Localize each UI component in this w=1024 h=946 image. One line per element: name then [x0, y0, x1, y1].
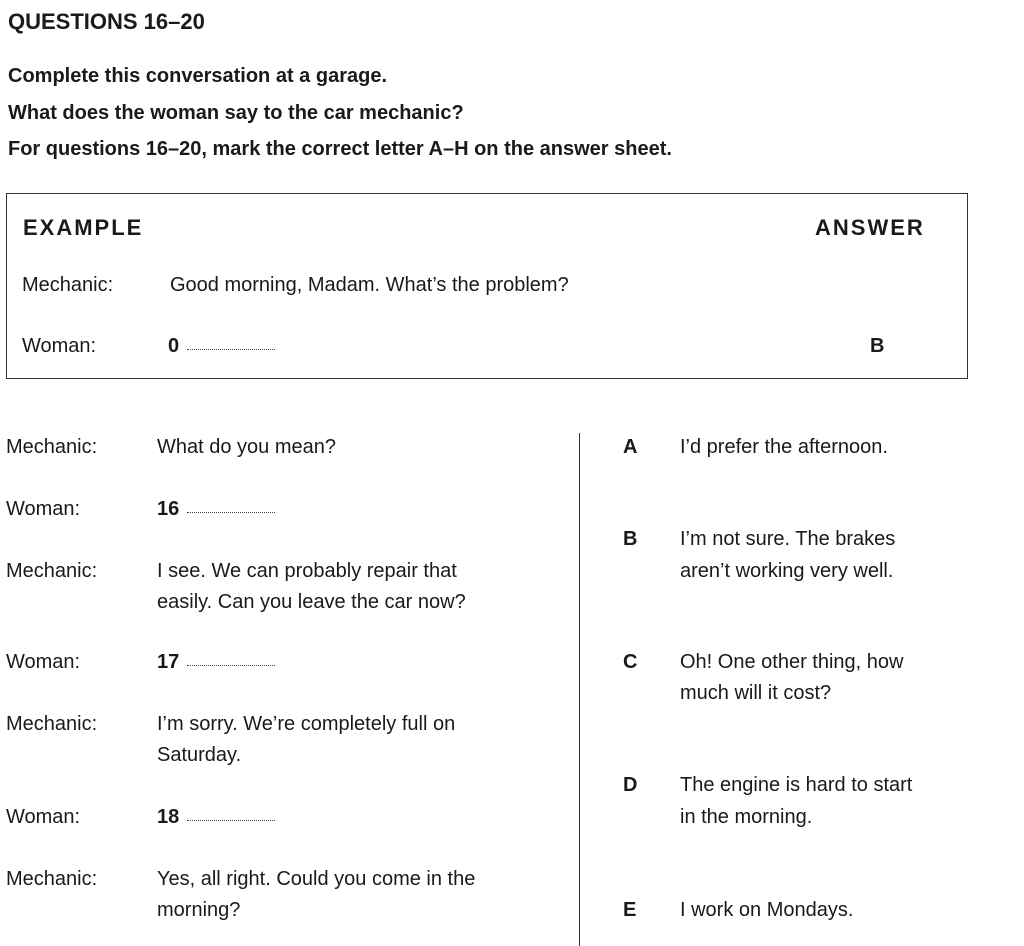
instruction-line-1: Complete this conversation at a garage.	[8, 65, 387, 87]
dialogue-line-3b: easily. Can you leave the car now?	[157, 591, 466, 613]
dialogue-line-7b: morning?	[157, 899, 241, 921]
option-a-line-1: I’d prefer the afternoon.	[680, 436, 888, 458]
dialogue-line-1: What do you mean?	[157, 436, 336, 458]
question-17-blank	[157, 651, 275, 674]
dialogue-speaker-1: Mechanic:	[6, 436, 98, 458]
option-b-line-1: I’m not sure. The brakes	[680, 528, 896, 550]
answer-dots	[187, 665, 275, 666]
option-letter-c: C	[623, 651, 638, 673]
question-number-16: 16	[157, 498, 180, 520]
example-number: 0	[168, 335, 180, 357]
dialogue-line-3a: I see. We can probably repair that	[157, 560, 457, 582]
dialogue-line-5b: Saturday.	[157, 744, 242, 766]
section-heading: QUESTIONS 16–20	[8, 9, 205, 34]
option-c-line-2: much will it cost?	[680, 682, 832, 704]
question-number-17: 17	[157, 651, 180, 673]
instruction-line-2: What does the woman say to the car mechanic?	[8, 102, 464, 124]
option-d-line-1: The engine is hard to start	[680, 774, 913, 796]
answer-label: ANSWER	[815, 215, 925, 240]
dialogue-speaker-7: Mechanic:	[6, 868, 98, 890]
option-e-line-1: I work on Mondays.	[680, 899, 854, 921]
answer-dots	[187, 349, 275, 350]
dialogue-line-7a: Yes, all right. Could you come in the	[157, 868, 476, 890]
option-b-line-2: aren’t working very well.	[680, 560, 894, 582]
option-c-line-1: Oh! One other thing, how	[680, 651, 904, 673]
example-mechanic-line: Good morning, Madam. What’s the problem?	[170, 274, 569, 296]
option-d-line-2: in the morning.	[680, 806, 813, 828]
dialogue-speaker-3: Mechanic:	[6, 560, 98, 582]
question-number-18: 18	[157, 806, 180, 828]
example-mechanic-speaker: Mechanic:	[22, 274, 114, 296]
dialogue-speaker-6: Woman:	[6, 806, 81, 828]
dialogue-line-5a: I’m sorry. We’re completely full on	[157, 713, 456, 735]
option-letter-b: B	[623, 528, 638, 550]
dialogue-speaker-4: Woman:	[6, 651, 81, 673]
answer-dots	[187, 512, 275, 513]
question-16-blank	[157, 498, 275, 521]
instruction-line-3: For questions 16–20, mark the correct letter A–H on the answer sheet.	[8, 138, 672, 160]
option-letter-d: D	[623, 774, 638, 796]
example-answer: B	[870, 335, 885, 357]
example-woman-speaker: Woman:	[22, 335, 97, 357]
answer-dots	[187, 820, 275, 821]
question-18-blank	[157, 806, 275, 829]
example-answer-blank	[168, 335, 275, 358]
option-letter-a: A	[623, 436, 638, 458]
example-label: EXAMPLE	[23, 215, 144, 240]
dialogue-speaker-2: Woman:	[6, 498, 81, 520]
dialogue-speaker-5: Mechanic:	[6, 713, 98, 735]
column-divider	[579, 433, 580, 946]
option-letter-e: E	[623, 899, 637, 921]
